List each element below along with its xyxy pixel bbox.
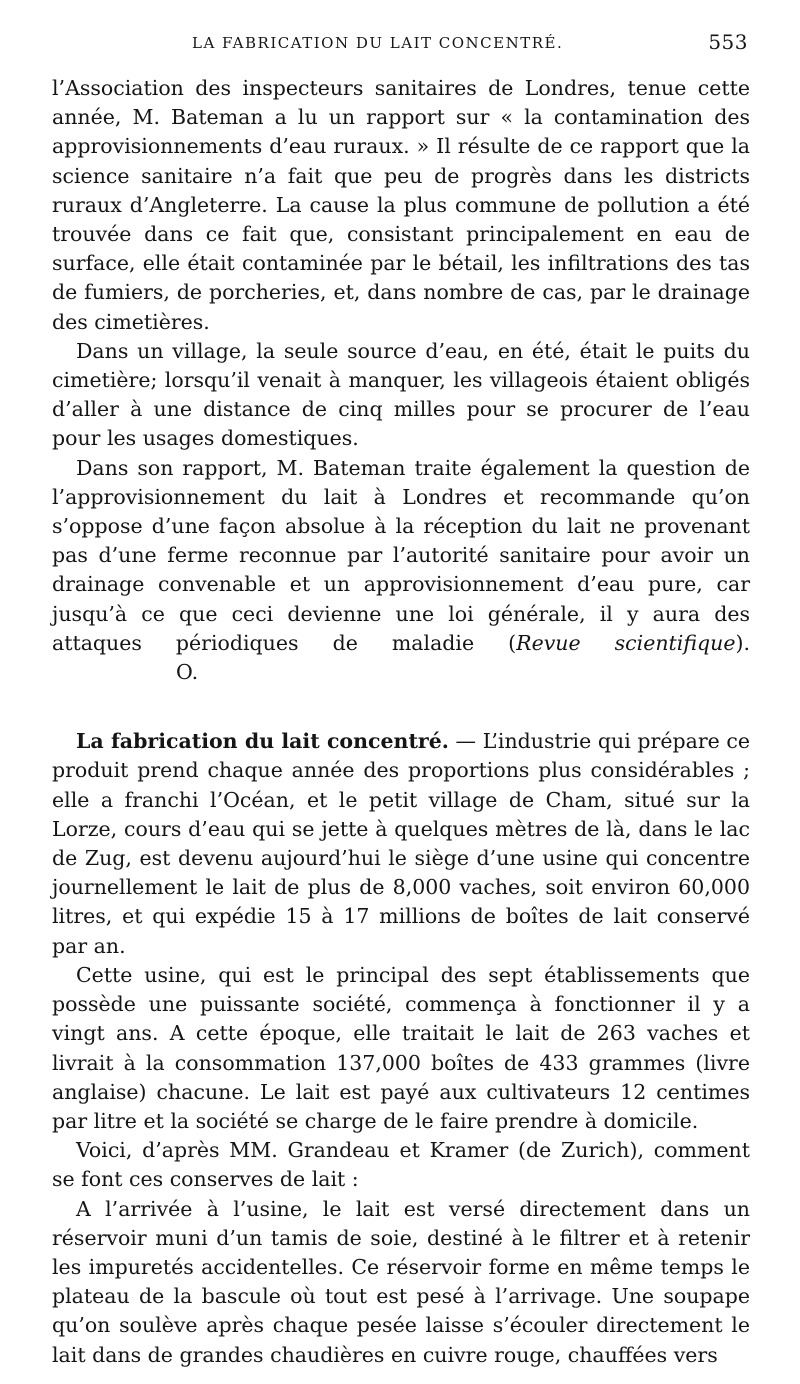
paragraph-text: — L’industrie qui prépare ce produit prend chaque année des proportions plus considérables ; elle a franchi l’Océan, et le petit village de Cham, situé sur la Lorze, cours d’eau qui se jette à quelques mètres de là, dans le lac de Zug, est devenu aujourd’hui le siège d’une usine qui concentre journellement le lait de plus de 8,000 vaches, soit environ 60,000 litres, et qui expédie 15 à 17 millions de boîtes de lait conservé par an. <box>52 729 751 958</box>
paragraph <box>52 727 750 961</box>
citation-close: ). <box>735 630 750 655</box>
running-title: LA FABRICATION DU LAIT CONCENTRÉ. <box>192 34 564 52</box>
author-signature: O. <box>176 660 199 685</box>
paragraph: Voici, d’après MM. Grandeau et Kramer (de Zurich), comment se font ces conserves de lait : <box>52 1138 750 1192</box>
page-number: 553 <box>708 30 748 54</box>
paragraph: A l’arrivée à l’usine, le lait est versé directement dans un réservoir muni d’un tamis de soie, destiné à le filtrer et à retenir les impuretés accidentelles. Ce réservoir forme en même temps le plateau de la bascule où tout est pesé à l’arrivage. Une soupape qu’on soulève après chaque pesée laisse s’écouler directement le lait dans de grandes chaudières en cuivre rouge, chauffées vers <box>52 1196 750 1367</box>
section-separator <box>52 687 750 727</box>
paragraph: l’Association des inspecteurs sanitaires de Londres, tenue cette année, M. Bateman a lu un rapport sur « la contamination des approvisionnements d’eau ruraux. » Il résulte de ce rapport que la science sanitaire n’a fait que peu de progrès dans les districts ruraux d’Angleterre. La cause la plus commune de pollution a été trouvée dans ce fait que, consistant principalement en eau de surface, elle était contaminée par le bétail, les infiltrations des tas de fumiers, de porcheries, et, dans nombre de cas, par le drainage des cimetières. <box>52 76 750 334</box>
paragraph: Cette usine, qui est le principal des sept établissements que possède une puissante société, commença à fonctionner il y a vingt ans. A cette époque, elle traitait le lait de 263 vaches et livrait à la consommation 137,000 boîtes de 433 grammes (livre anglaise) chacune. Le lait est payé aux cultivateurs 12 centimes par litre et la société se charge de le faire prendre à domicile. <box>52 962 750 1133</box>
paragraph-text: Dans son rapport, M. Bateman traite également la question de l’approvisionnement du lait à Londres et recommande qu’on s’oppose d’une façon absolue à la réception du lait ne provenant pas d’une ferme reconnue par l’autorité sanitaire pour avoir un drainage convenable et un approvisionnement d’eau pure, car jusqu’à ce que ceci devienne une loi générale, il y aura des attaques périodiques de maladie ( <box>52 455 750 655</box>
paragraph <box>52 454 750 688</box>
running-header <box>52 30 750 60</box>
page-body <box>52 74 750 1370</box>
section-title: La fabrication du lait concentré. <box>76 729 449 754</box>
paragraph: Dans un village, la seule source d’eau, en été, était le puits du cimetière; lorsqu’il venait à manquer, les villageois étaient obligés d’aller à une distance de cinq milles pour se procurer de l’eau pour les usages domestiques. <box>52 338 750 451</box>
source-citation: Revue scientifique <box>516 630 736 655</box>
